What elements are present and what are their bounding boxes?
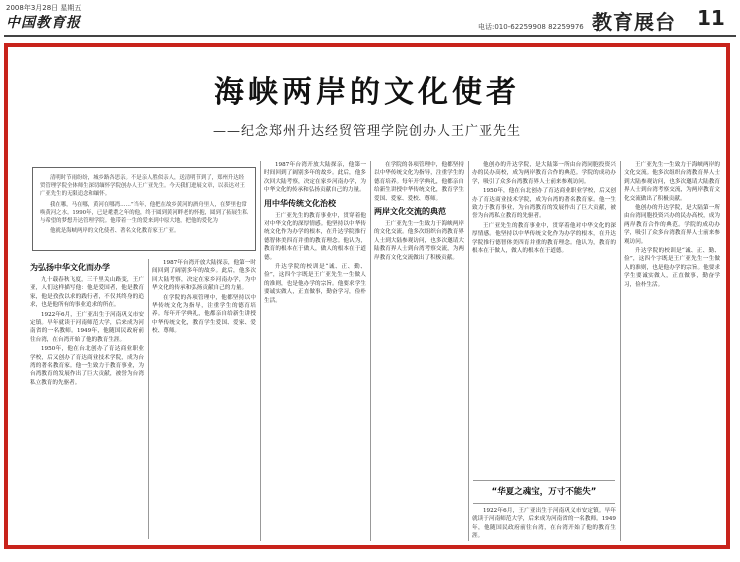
article-frame bbox=[4, 43, 730, 549]
column-divider bbox=[260, 161, 261, 541]
body-paragraph: 1922年6月，王广亚出生于河南巩义市安定镇。早年就读于河南师范大学，后来成为河南省的一名教师。1949年，他随国民政府前往台湾，在台湾开始了他的教育生涯。 bbox=[472, 508, 616, 540]
body-paragraph: 1950年，他在台北创办了育达商业职业学校，后又创办了育达商业技术学院，成为台湾的著名教育家。他一生致力于教育事业，为台湾教育的发展作出了巨大贡献，被誉为台湾私立教育的先驱者。 bbox=[472, 188, 616, 220]
section-heading: 用中华传统文化治校 bbox=[264, 198, 336, 208]
article-headline: 海峡两岸的文化使者 bbox=[214, 75, 520, 110]
body-paragraph: 王广亚先生的教育事业中，贯穿着他对中华文化的深厚情感。他坚持以中华传统文化作为办学的根本，在升达学院推行德智体美四育并重的教育理念。他认为，教育的根本在于做人，做人的根本在于道德。 bbox=[264, 212, 366, 261]
newspaper-logo: 中国教育报 bbox=[6, 15, 81, 31]
body-paragraph: 王广亚先生的教育事业中，贯穿着他对中华文化的深厚情感。他坚持以中华传统文化作为办学的根本，在升达学院推行德智体美四育并重的教育理念。他认为，教育的根本在于做人，做人的根本在于道德。 bbox=[472, 222, 616, 255]
body-paragraph: 1987年台湾开放大陆探亲，他第一时间回到了阔别多年的故乡。此后，他多次回大陆考察，决定在家乡河南办学，为中华文化的传承和弘扬贡献自己的力量。 bbox=[152, 260, 256, 292]
intro-paragraph: 清明时节雨纷纷，城乡路各思亲。不是亲人胜似亲人，送清明节到了，郑州升达经贸管理学院全体师生深切缅怀学院创办人王广亚先生。今天我们进展文章，以表达对王广亚先生的无限追念和缅怀。 bbox=[40, 175, 245, 198]
body-paragraph: 1950年，他在台北创办了育达商业职业学校，后又创办了育达商业技术学院，成为台湾的著名教育家。他一生致力于教育事业，为台湾教育的发展作出了巨大贡献，被誉为台湾私立教育的先驱者。 bbox=[30, 346, 144, 386]
body-paragraph: 升达学院的校训是“诚、正、勤、俭”，这四个字既是王广亚先生一生做人的准则，也是他办学的宗旨。他要求学生要诚实做人，正直做事，勤奋学习，俭朴生活。 bbox=[624, 248, 720, 288]
column-divider bbox=[370, 161, 371, 541]
masthead-divider bbox=[4, 35, 736, 37]
article-column-1 bbox=[30, 259, 144, 541]
body-paragraph: 1922年6月，王广亚出生于河南巩义市安定镇。早年就读于河南师范大学，后来成为河南省的一名教师。1949年，他随国民政府前往台湾，在台湾开始了他的教育生涯。 bbox=[30, 311, 144, 343]
column-divider bbox=[468, 161, 469, 541]
body-paragraph: 王广亚先生一生致力于海峡两岸的文化交流。他多次组织台湾教育界人士到大陆参观访问，也多次邀请大陆教育界人士到台湾考察交流，为两岸教育文化交流做出了积极贡献。 bbox=[374, 221, 464, 261]
intro-paragraph: 我在哪，马在哪，黄河在哪湾……”当年，他把在故乡黄河的酒舟里人，在梦里也常唤黄河之水。1990年，已是耄耋之年的他，终于圆到黄河畔老的怀抱，圆到了拓展生私与希望的梦想升达管理学院。他带着一生的爱来到中原大地，把他的爱化为 bbox=[40, 201, 248, 225]
body-paragraph: 他创办的升达学院，是大陆第一所由台湾同胞投资兴办的民办高校，成为两岸教育合作的典范。学院的成功办学，吸引了众多台湾教育界人士前来参观访问。 bbox=[472, 162, 616, 185]
pull-quote: “华夏之魂宝，万寸不能失” bbox=[473, 480, 615, 504]
section-heading: 为弘扬中华文化而办学 bbox=[30, 263, 110, 272]
section-heading: 两岸文化交流的典范 bbox=[374, 207, 446, 217]
body-paragraph: 升达学院的校训是“诚、正、勤、俭”，这四个字既是王广亚先生一生做人的准则，也是他办学的宗旨。他要求学生要诚实做人，正直做事，勤奋学习，俭朴生活。 bbox=[264, 264, 366, 304]
body-paragraph: 在学院的各项管理中，他都坚持以中华传统文化为指导，注重学生的德育培养。每年开学典礼，他都亲自给新生讲授中华传统文化，教育学生爱国、爱家、爱校、尊师。 bbox=[152, 294, 256, 335]
body-paragraph: 九十载春秋飞度，三千里关山路变，王广亚，人们这样描写他：他是爱国者，他是教育家，他是孜孜以求的践行者，不仅其终身的追求，也是他所有的事业追求的所在。 bbox=[30, 277, 144, 309]
article-column-5-tail bbox=[472, 507, 616, 541]
intro-paragraph: 他就是海峡两岸的文化使者、著名文化教育家王广亚。 bbox=[50, 228, 180, 235]
body-paragraph: 王广亚先生一生致力于海峡两岸的文化交流。他多次组织台湾教育界人士到大陆参观访问，也多次邀请大陆教育界人士到台湾考察交流，为两岸教育文化交流做出了积极贡献。 bbox=[624, 162, 720, 202]
body-paragraph: 他创办的升达学院，是大陆第一所由台湾同胞投资兴办的民办高校，成为两岸教育合作的典范。学院的成功办学，吸引了众多台湾教育界人士前来参观访问。 bbox=[624, 205, 720, 245]
column-divider bbox=[148, 259, 149, 539]
body-paragraph: 在学院的各项管理中，他都坚持以中华传统文化为指导，注重学生的德育培养。每年开学典礼，他都亲自给新生讲授中华传统文化，教育学生爱国、爱家、爱校、尊师。 bbox=[374, 162, 464, 202]
article-column-5 bbox=[472, 161, 616, 475]
contact-line: 电话:010-62259908 82259976 bbox=[478, 23, 584, 31]
article-column-6 bbox=[624, 161, 720, 541]
issue-date: 2008年3月28日 星期五 bbox=[6, 4, 82, 12]
column-divider bbox=[620, 161, 621, 541]
page-number: 11 bbox=[697, 6, 725, 30]
newspaper-masthead bbox=[0, 0, 740, 38]
section-title: 教育展台 bbox=[592, 10, 676, 34]
article-column-4 bbox=[374, 161, 464, 541]
intro-box bbox=[32, 167, 256, 251]
article-subheadline: ——纪念郑州升达经贸管理学院创办人王广亚先生 bbox=[212, 124, 521, 139]
body-paragraph: 1987年台湾开放大陆探亲，他第一时间回到了阔别多年的故乡。此后，他多次回大陆考察，决定在家乡河南办学，为中华文化的传承和弘扬贡献自己的力量。 bbox=[264, 162, 366, 194]
article-column-2 bbox=[152, 259, 256, 541]
article-column-3 bbox=[264, 161, 366, 541]
